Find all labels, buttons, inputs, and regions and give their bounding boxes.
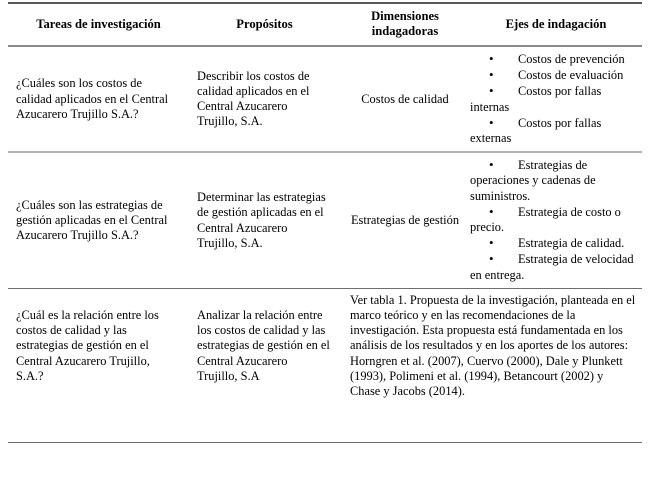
list-item: [470, 251, 636, 282]
dimension-text: Estrategias de gestión: [350, 212, 460, 227]
bullet-icon: [470, 115, 518, 131]
column-header-dimensions: Dimensiones indagadoras: [371, 9, 439, 38]
cell-dimension: [340, 46, 470, 152]
note-text: Ver tabla 1. Propuesta de la investigación, planteada en el marco teórico y en las recomendaciones de la investigación. Esta propuesta está fundamentada en los análisis de los resultados y en los aportes de los autores: Horngren et al. (2007), Cuervo (2000), Dale y Plunkett (1993), Polimeni et al. (1994), Betancourt (2002) y Chase y Jacobs (2014).: [350, 292, 636, 399]
cell-purpose: [189, 152, 340, 288]
list-item: [470, 157, 636, 204]
column-header-axes: Ejes de indagación: [505, 16, 607, 31]
cell-axes: [470, 46, 642, 152]
cell-task: [8, 46, 189, 152]
header-row: [8, 3, 642, 46]
cell-note: [340, 288, 642, 405]
table-body: [8, 46, 642, 405]
cell-task: [8, 152, 189, 288]
purpose-text: Analizar la relación entre los costos de calidad y las estrategias de gestión en el Central Azucarero Trujillo, S.A: [197, 308, 330, 383]
research-matrix-table: [8, 2, 642, 405]
axis-label: Costos por fallas internas: [470, 84, 602, 114]
table-bottom-rule: [8, 442, 642, 443]
bullet-icon: [470, 235, 518, 251]
column-header-purposes: Propósitos: [236, 16, 293, 31]
bullet-icon: [470, 157, 518, 173]
list-item: [470, 204, 636, 235]
task-text: ¿Cuál es la relación entre los costos de calidad y las estrategias de gestión en el Central Azucarero Trujillo, S.A.?: [16, 308, 159, 383]
cell-purpose: [189, 46, 340, 152]
bullet-icon: [470, 51, 518, 67]
list-item: [470, 235, 636, 251]
table-row: [8, 152, 642, 288]
purpose-text: Describir los costos de calidad aplicados en el Central Azucarero Trujillo, S.A.: [197, 68, 310, 129]
axis-label: Estrategias de operaciones y cadenas de suministros.: [470, 158, 596, 203]
cell-dimension: [340, 152, 470, 288]
axes-list: [470, 51, 636, 146]
purpose-text: Determinar las estrategias de gestión aplicadas en el Central Azucarero Trujillo, S.A.: [197, 190, 326, 250]
cell-task: [8, 288, 189, 405]
axes-list: [470, 157, 636, 283]
axis-label: Estrategia de velocidad en entrega.: [470, 252, 634, 282]
axis-label: Costos de evaluación: [518, 68, 624, 83]
bullet-icon: [470, 83, 518, 99]
axis-label: Estrategia de costo o precio.: [470, 204, 621, 235]
bullet-icon: [470, 251, 518, 267]
task-text: ¿Cuáles son los costos de calidad aplicados en el Central Azucarero Trujillo S.A.?: [16, 76, 169, 121]
bullet-icon: [470, 204, 518, 220]
cell-purpose: [189, 288, 340, 405]
table-row: [8, 288, 642, 405]
table-header: [8, 3, 642, 46]
axis-label: Estrategia de calidad.: [518, 236, 625, 251]
cell-axes: [470, 152, 642, 288]
list-item: [470, 83, 636, 114]
axis-label: Costos de prevención: [518, 52, 625, 66]
bullet-icon: [470, 67, 518, 83]
axis-label: Costos por fallas externas: [470, 115, 602, 146]
list-item: [470, 115, 636, 146]
column-header-tasks: Tareas de investigación: [36, 16, 161, 31]
list-item: [470, 51, 636, 67]
task-text: ¿Cuáles son las estrategias de gestión aplicadas en el Central Azucarero Trujillo S.A.?: [16, 197, 168, 243]
table-row: [8, 46, 642, 152]
dimension-text: Costos de calidad: [361, 91, 449, 106]
list-item: [470, 67, 636, 83]
